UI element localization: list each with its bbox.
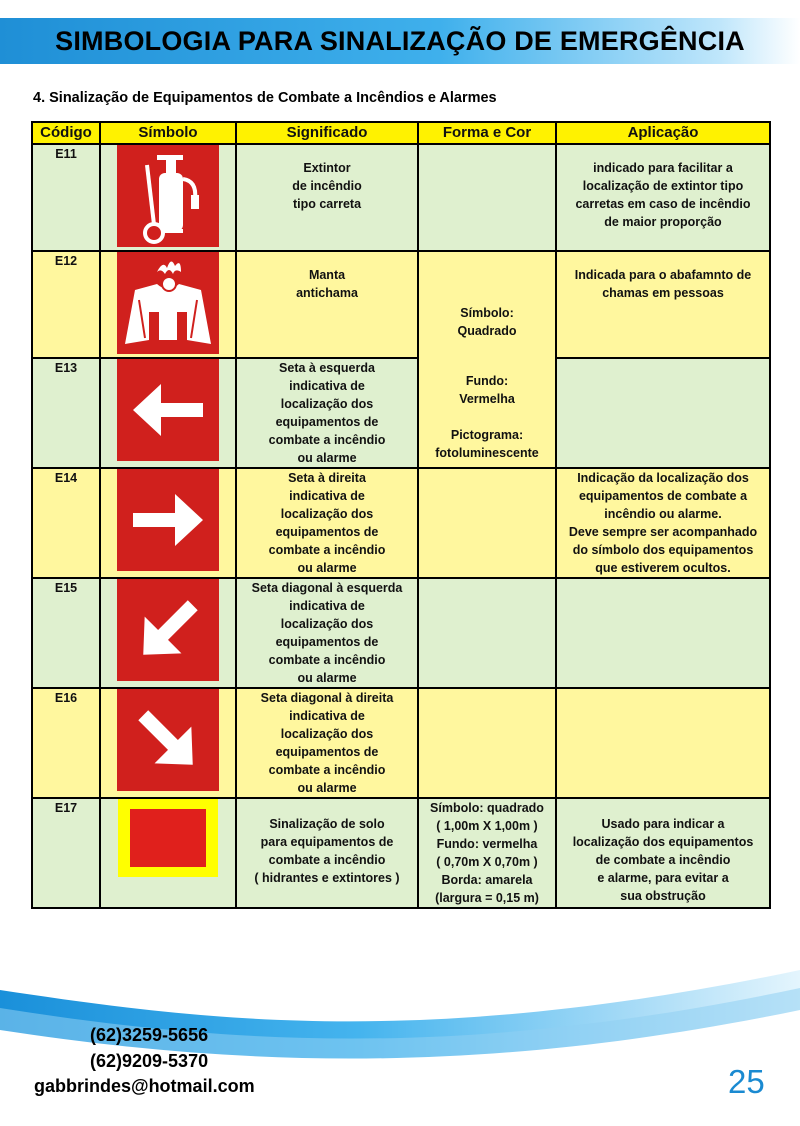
form-line: Fundo: [465, 374, 509, 388]
application-line: de maior proporção [604, 215, 722, 229]
form-line: ( 0,70m X 0,70m ) [436, 855, 538, 869]
application-line: Indicação da localização dos [577, 471, 749, 485]
meaning-line: indicativa de [289, 379, 365, 393]
code-cell: E13 [32, 358, 100, 468]
code-cell: E17 [32, 798, 100, 908]
fire-blanket-icon [117, 252, 219, 354]
meaning-line: Seta diagonal à direita [260, 691, 394, 705]
meaning-line: localização dos [280, 727, 374, 741]
table-row [32, 578, 770, 688]
meaning-line: ou alarme [297, 671, 357, 685]
form-line: Quadrado [457, 324, 517, 338]
meaning-line: indicativa de [289, 489, 365, 503]
application-line: localização dos equipamentos [572, 835, 754, 849]
meaning-line: Seta diagonal à esquerda [251, 581, 403, 595]
application-cell [556, 468, 770, 578]
form-line: (largura = 0,15 m) [435, 891, 539, 905]
meaning-line: Seta à esquerda [279, 361, 375, 375]
header-bar [0, 18, 800, 64]
application-line: carretas em caso de incêndio [575, 197, 751, 211]
application-cell [556, 144, 770, 251]
floor-marking-square-icon [118, 799, 218, 877]
col-header-simbolo: Símbolo [100, 122, 236, 144]
form-spacer [419, 340, 555, 372]
meaning-line: de incêndio [292, 179, 362, 193]
floor-marking-inner [130, 809, 206, 867]
symbol-cell [100, 688, 236, 798]
meaning-line: indicativa de [289, 709, 365, 723]
meaning-line: equipamentos de [275, 525, 379, 539]
application-cell [556, 798, 770, 908]
meaning-line: equipamentos de [275, 415, 379, 429]
page-title: SIMBOLOGIA PARA SINALIZAÇÃO DE EMERGÊNCIA [55, 26, 745, 56]
application-line: que estiverem ocultos. [595, 561, 731, 575]
application-cell [556, 688, 770, 798]
form-line: Símbolo: [460, 306, 514, 320]
fire-extinguisher-cart-icon [117, 145, 219, 247]
meaning-cell [236, 144, 418, 251]
application-line: do símbolo dos equipamentos [572, 543, 754, 557]
meaning-line: equipamentos de [275, 635, 379, 649]
table-row [32, 468, 770, 578]
meaning-line: ou alarme [297, 781, 357, 795]
meaning-line: Seta à direita [288, 471, 366, 485]
col-header-forma-cor: Forma e Cor [418, 122, 556, 144]
meaning-line: combate a incêndio [268, 763, 386, 777]
meaning-cell [236, 578, 418, 688]
col-header-significado: Significado [236, 122, 418, 144]
form-cell [418, 688, 556, 798]
meaning-line: Extintor [303, 161, 351, 175]
symbol-cell [100, 468, 236, 578]
arrow-left-icon [117, 359, 219, 461]
meaning-line: localização dos [280, 397, 374, 411]
form-line: Pictograma: [450, 428, 524, 442]
meaning-cell [236, 251, 418, 358]
meaning-cell [236, 358, 418, 468]
meaning-line: ou alarme [297, 451, 357, 465]
code-cell: E16 [32, 688, 100, 798]
symbol-cell [100, 251, 236, 358]
code-cell: E14 [32, 468, 100, 578]
application-line: incêndio ou alarme. [604, 507, 722, 521]
meaning-line: tipo carreta [292, 197, 362, 211]
form-cell [418, 251, 556, 468]
page-number: 25 [728, 1063, 765, 1100]
form-line: fotoluminescente [435, 446, 539, 460]
application-cell [556, 578, 770, 688]
form-line: Borda: amarela [441, 873, 533, 887]
table-header-row [32, 122, 770, 144]
section-title: 4. Sinalização de Equipamentos de Combate a Incêndios e Alarmes [33, 90, 497, 106]
code-cell: E11 [32, 144, 100, 251]
form-cell [418, 798, 556, 908]
meaning-line: Manta [308, 268, 346, 282]
form-line: Fundo: vermelha [436, 837, 538, 851]
code-cell: E15 [32, 578, 100, 688]
meaning-cell [236, 468, 418, 578]
application-line: sua obstrução [620, 889, 706, 903]
col-header-aplicacao: Aplicação [556, 122, 770, 144]
meaning-line: ou alarme [297, 561, 357, 575]
table-row [32, 144, 770, 251]
arrow-diagonal-left-icon [117, 579, 219, 681]
symbol-cell [100, 578, 236, 688]
form-cell [418, 578, 556, 688]
application-line: Usado para indicar a [601, 817, 725, 831]
application-line: de combate a incêndio [595, 853, 731, 867]
meaning-cell [236, 688, 418, 798]
phone-1: (62)3259-5656 [90, 1025, 209, 1045]
application-line: equipamentos de combate a [578, 489, 748, 503]
form-cell [418, 144, 556, 251]
application-line: Indicada para o abafamnto de [574, 268, 752, 282]
meaning-line: combate a incêndio [268, 543, 386, 557]
symbol-cell [100, 798, 236, 908]
table-row [32, 358, 770, 468]
meaning-line: indicativa de [289, 599, 365, 613]
col-header-codigo: Código [32, 122, 100, 144]
meaning-line: localização dos [280, 617, 374, 631]
meaning-line: para equipamentos de [260, 835, 394, 849]
application-cell [556, 358, 770, 468]
table-row [32, 798, 770, 908]
arrow-right-icon [117, 469, 219, 571]
meaning-line: Sinalização de solo [269, 817, 385, 831]
signage-table [31, 121, 771, 909]
application-line: e alarme, para evitar a [597, 871, 729, 885]
meaning-cell [236, 798, 418, 908]
form-line: Vermelha [459, 392, 515, 406]
form-spacer [419, 408, 555, 426]
email: gabbrindes@hotmail.com [34, 1076, 255, 1096]
application-line: chamas em pessoas [602, 286, 724, 300]
meaning-line: ( hidrantes e extintores ) [254, 871, 400, 885]
meaning-line: equipamentos de [275, 745, 379, 759]
application-line: Deve sempre ser acompanhado [568, 525, 758, 539]
meaning-line: localização dos [280, 507, 374, 521]
application-line: indicado para facilitar a [593, 161, 733, 175]
meaning-line: combate a incêndio [268, 653, 386, 667]
form-line: ( 1,00m X 1,00m ) [436, 819, 538, 833]
table-row [32, 688, 770, 798]
phone-2: (62)9209-5370 [90, 1051, 209, 1071]
meaning-line: combate a incêndio [268, 853, 386, 867]
form-line: Símbolo: quadrado [430, 801, 544, 815]
symbol-cell [100, 358, 236, 468]
meaning-line: combate a incêndio [268, 433, 386, 447]
form-cell [418, 468, 556, 578]
arrow-diagonal-right-icon [117, 689, 219, 791]
symbol-cell [100, 144, 236, 251]
meaning-line: antichama [296, 286, 358, 300]
code-cell: E12 [32, 251, 100, 358]
table-row [32, 251, 770, 358]
application-line: localização de extintor tipo [582, 179, 744, 193]
application-cell [556, 251, 770, 358]
